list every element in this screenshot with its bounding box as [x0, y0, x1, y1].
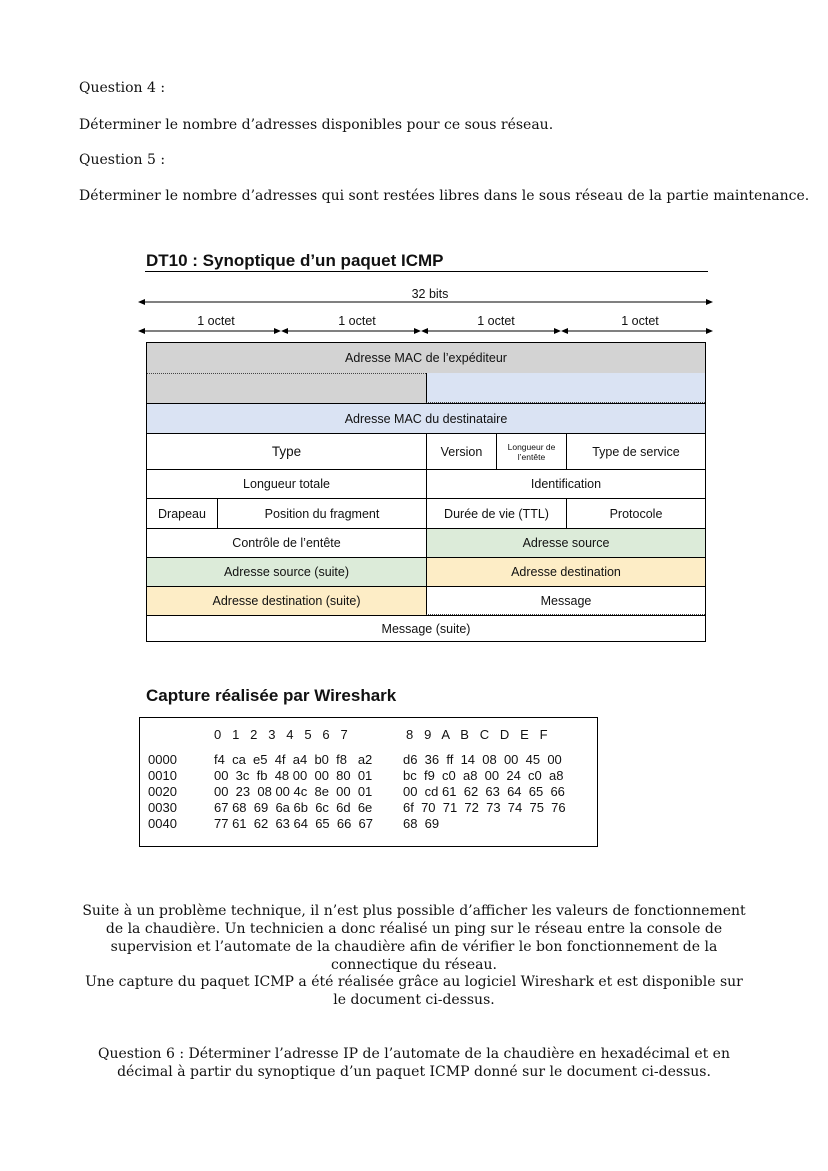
- hex-bytes-left: [214, 752, 373, 832]
- hex-offset: 0010: [148, 768, 177, 783]
- cell-source-address: Adresse source: [426, 528, 705, 557]
- bits-arrow: [138, 296, 713, 308]
- hex-header-left: 0 1 2 3 4 5 6 7: [214, 727, 348, 742]
- hex-offset: 0000: [148, 752, 177, 767]
- hex-offsets: [148, 752, 177, 832]
- hex-header-right: 8 9 A B C D E F: [406, 727, 548, 742]
- question-5-label: Question 5 :: [79, 152, 166, 168]
- cell-mac-dest-start: [426, 373, 705, 403]
- cell-fragment-position: Position du fragment: [217, 498, 426, 528]
- cell-identification: Identification: [426, 469, 705, 498]
- question-4-text: Déterminer le nombre d’adresses disponibles pour ce sous réseau.: [79, 117, 554, 133]
- cell-dest-address: Adresse destination: [426, 557, 705, 586]
- hex-bytes-right: [403, 752, 566, 832]
- cell-protocol: Protocole: [566, 498, 705, 528]
- octet-label-3: 1 octet: [477, 314, 515, 328]
- hex-dump-box: [139, 717, 598, 847]
- hex-row-left: 77 61 62 63 64 65 66 67: [214, 816, 374, 831]
- cell-header-length: Longueur de l’entête: [496, 433, 566, 469]
- hex-row-left: 67 68 69 6a 6b 6c 6d 6e: [214, 800, 373, 815]
- title-underline: [145, 271, 708, 272]
- octet-label-2: 1 octet: [338, 314, 376, 328]
- hex-row-right: bc f9 c0 a8 00 24 c0 a8: [403, 768, 564, 783]
- context-paragraph-1: Suite à un problème technique, il n’est plus possible d’afficher les valeurs de fonctionnement de la chaudière. Un technicien a donc réalisé un ping sur le réseau entre la console de supervision et l’automate de la chaudière afin de vérifier le bon fonctionnement de la connectique du réseau.: [82, 903, 746, 973]
- hex-offset: 0040: [148, 816, 177, 831]
- cell-type: Type: [147, 433, 426, 469]
- hex-offset: 0020: [148, 784, 177, 799]
- hex-row-right: 6f 70 71 72 73 74 75 76: [403, 800, 566, 815]
- hex-offset: 0030: [148, 800, 177, 815]
- cell-message: Message: [426, 586, 705, 615]
- cell-message-cont: Message (suite): [147, 615, 705, 641]
- bits-label: 32 bits: [411, 287, 449, 301]
- cell-flag: Drapeau: [147, 498, 217, 528]
- cell-mac-sender-cont: [147, 373, 426, 403]
- capture-title: Capture réalisée par Wireshark: [146, 686, 397, 705]
- hex-row-left: f4 ca e5 4f a4 b0 f8 a2: [214, 752, 373, 767]
- cell-version: Version: [426, 433, 496, 469]
- icmp-packet-grid: [146, 342, 706, 642]
- question-5-text: Déterminer le nombre d’adresses qui sont restées libres dans le sous réseau de la partie maintenance.: [79, 188, 810, 204]
- hex-row-right: 00 cd 61 62 63 64 65 66: [403, 784, 565, 799]
- hex-row-right: d6 36 ff 14 08 00 45 00: [403, 752, 562, 767]
- octet-label-1: 1 octet: [197, 314, 235, 328]
- context-paragraph-2: Une capture du paquet ICMP a été réalisée grâce au logiciel Wireshark et est disponible sur le document ci-dessus.: [85, 974, 743, 1008]
- cell-total-length: Longueur totale: [147, 469, 426, 498]
- octet-label-4: 1 octet: [621, 314, 659, 328]
- cell-source-address-cont: Adresse source (suite): [147, 557, 426, 586]
- question-6: Question 6 : Déterminer l’adresse IP de l’automate de la chaudière en hexadécimal et en décimal à partir du synoptique d’un paquet ICMP donné sur le document ci-dessus.: [98, 1046, 730, 1080]
- question-4-label: Question 4 :: [79, 80, 166, 96]
- hex-row-left: 00 23 08 00 4c 8e 00 01: [214, 784, 373, 799]
- cell-mac-sender: Adresse MAC de l’expéditeur: [147, 343, 705, 373]
- cell-mac-dest: Adresse MAC du destinataire: [147, 403, 705, 433]
- hex-row-left: 00 3c fb 48 00 00 80 01: [214, 768, 373, 783]
- hex-row-right: 68 69: [403, 816, 440, 831]
- cell-header-checksum: Contrôle de l’entête: [147, 528, 426, 557]
- dt10-title: DT10 : Synoptique d’un paquet ICMP: [146, 251, 444, 270]
- cell-ttl: Durée de vie (TTL): [426, 498, 566, 528]
- cell-dest-address-cont: Adresse destination (suite): [147, 586, 426, 615]
- cell-service-type: Type de service: [566, 433, 705, 469]
